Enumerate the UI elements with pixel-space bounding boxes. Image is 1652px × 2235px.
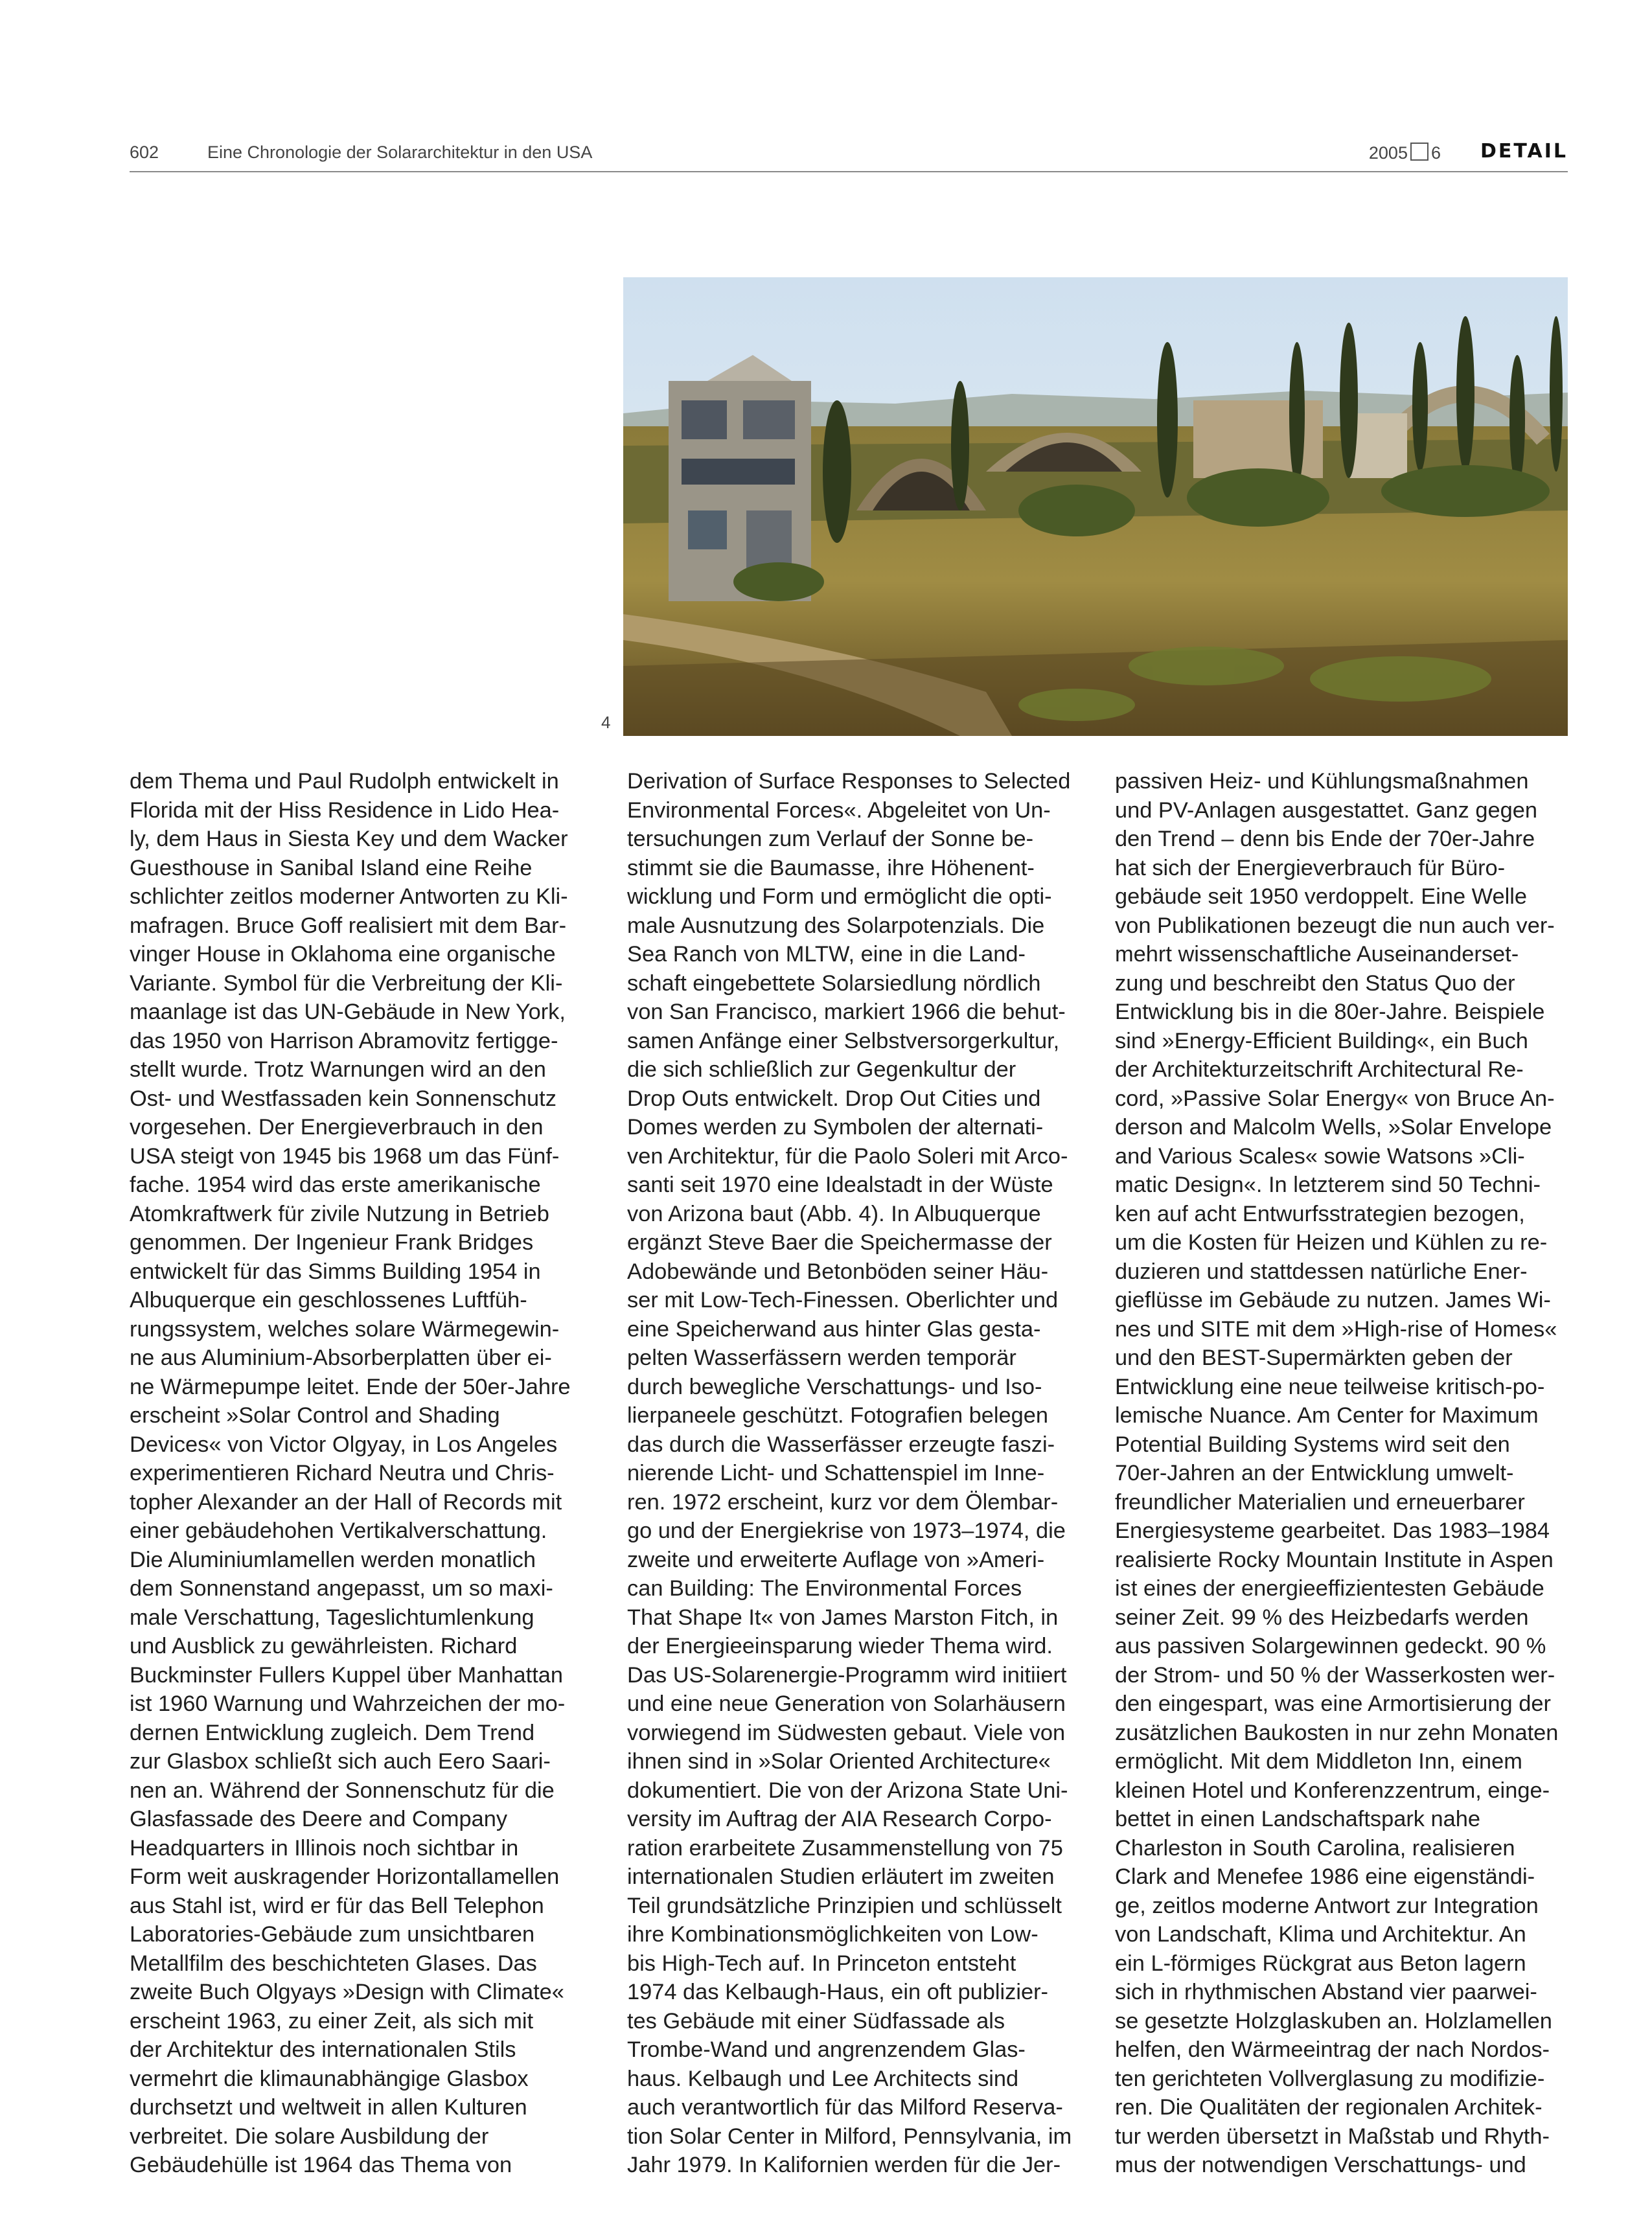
text-line: dokumentiert. Die von der Arizona State Uni- — [627, 1778, 1068, 1803]
text-line: vinger House in Oklahoma eine organische — [130, 942, 556, 967]
text-line: erscheint 1963, zu einer Zeit, als sich mit — [130, 2008, 534, 2034]
issue-label — [1369, 143, 1441, 163]
text-line: samen Anfänge einer Selbstversorgerkultur, — [627, 1028, 1060, 1053]
text-line: den Trend – denn bis Ende der 70er-Jahre — [1115, 827, 1535, 851]
text-line: wicklung und Form und ermöglicht die opti- — [627, 884, 1052, 909]
text-line: der Strom- und 50 % der Wasserkosten wer- — [1115, 1662, 1555, 1688]
text-line: ist 1960 Warnung und Wahrzeichen der mo- — [130, 1691, 566, 1716]
text-line: Energiesysteme gearbeitet. Das 1983–1984 — [1115, 1519, 1550, 1543]
text-line: matic Design«. In letzterem sind 50 Techni- — [1115, 1173, 1541, 1197]
text-line: durchsetzt und weltweit in allen Kulturen — [130, 2095, 527, 2120]
text-line: can Building: The Environmental Forces — [627, 1576, 1022, 1601]
text-line: gebäude seit 1950 verdoppelt. Eine Welle — [1115, 884, 1528, 909]
text-line: male Ausnutzung des Solarpotenzials. Die — [627, 913, 1045, 938]
text-line: santi seit 1970 eine Idealstadt in der Wüste — [627, 1173, 1053, 1197]
text-column-3 — [1115, 767, 1559, 2180]
text-line: ser mit Low-Tech-Finessen. Oberlichter und — [627, 1288, 1059, 1312]
text-line: mafragen. Bruce Goff realisiert mit dem Bar- — [130, 913, 567, 938]
text-line: verbreitet. Die solare Ausbildung der — [130, 2124, 489, 2149]
text-line: das 1950 von Harrison Abramovitz fertigge- — [130, 1028, 558, 1053]
text-line: realisierte Rocky Mountain Institute in Aspen — [1115, 1547, 1554, 1572]
text-line: mehrt wissenschaftliche Auseinanderset- — [1115, 942, 1519, 967]
text-line: genommen. Der Ingenieur Frank Bridges — [130, 1230, 534, 1255]
text-column-2 — [627, 767, 1072, 2180]
photo-arcosanti-icon — [623, 277, 1568, 736]
text-line: von Publikationen bezeugt die nun auch ver- — [1115, 913, 1555, 938]
text-line: haus. Kelbaugh und Lee Architects sind — [627, 2066, 1019, 2091]
text-line: zweite Buch Olgyays »Design with Climate« — [130, 1980, 564, 2004]
text-line: and Various Scales« sowie Watsons »Cli- — [1115, 1143, 1525, 1169]
text-line: Entwicklung eine neue teilweise kritisch-po- — [1115, 1374, 1545, 1399]
text-line: von Arizona baut (Abb. 4). In Albuquerque — [627, 1201, 1041, 1226]
text-line: auch verantwortlich für das Milford Reserva- — [627, 2095, 1063, 2120]
text-line: ein L-förmiges Rückgrat aus Beton lagern — [1115, 1951, 1526, 1976]
text-line: male Verschattung, Tageslichtumlenkung — [130, 1605, 534, 1630]
text-line: dem Thema und Paul Rudolph entwickelt in — [130, 769, 559, 794]
text-line: internationalen Studien erläutert im zweiten — [627, 1864, 1055, 1889]
text-line: entwickelt für das Simms Building 1954 in — [130, 1259, 541, 1284]
text-line: sich in rhythmischen Abstand vier paarwei- — [1115, 1980, 1537, 2004]
text-line: Laboratories-Gebäude zum unsichtbaren — [130, 1922, 535, 1947]
page-header — [130, 137, 1568, 176]
text-line: Das US-Solarenergie-Programm wird initiiert — [627, 1662, 1067, 1688]
text-line: dem Sonnenstand angepasst, um so maxi- — [130, 1576, 553, 1601]
text-line: nierende Licht- und Schattenspiel im Inne- — [627, 1461, 1045, 1485]
text-line: Guesthouse in Sanibal Island eine Reihe — [130, 855, 533, 880]
text-line: Headquarters in Illinois noch sichtbar in — [130, 1835, 519, 1861]
text-line: zweite und erweiterte Auflage von »Ameri- — [627, 1547, 1045, 1572]
text-line: Potential Building Systems wird seit den — [1115, 1432, 1510, 1457]
issue-year: 2005 — [1368, 143, 1408, 163]
text-line: Clark and Menefee 1986 eine eigenständi- — [1115, 1864, 1535, 1889]
text-line: die sich schließlich zur Gegenkultur der — [627, 1057, 1016, 1082]
text-line: versity im Auftrag der AIA Research Corpo- — [627, 1807, 1052, 1831]
text-line: hat sich der Energieverbrauch für Büro- — [1115, 855, 1506, 880]
text-line: schaft eingebettete Solarsiedlung nördlich — [627, 970, 1041, 996]
text-line: vorwiegend im Südwesten gebaut. Viele von — [627, 1720, 1066, 1745]
text-line: zung und beschreibt den Status Quo der — [1115, 970, 1515, 996]
text-line: ren. 1972 erscheint, kurz vor dem Ölembar- — [627, 1489, 1059, 1515]
text-line: rungssystem, welches solare Wärmegewin- — [130, 1316, 560, 1342]
text-line: stellt wurde. Trotz Warnungen wird an den — [130, 1057, 546, 1082]
text-line: tur werden übersetzt in Maßstab und Rhyth- — [1115, 2124, 1550, 2149]
text-line: tion Solar Center in Milford, Pennsylvania, im — [627, 2124, 1072, 2149]
text-line: ven Architektur, für die Paolo Soleri mit Arco- — [627, 1143, 1068, 1169]
text-line: Ost- und Westfassaden kein Sonnenschutz — [130, 1086, 556, 1111]
text-line: Derivation of Surface Responses to Selected — [627, 769, 1071, 794]
text-line: tes Gebäude mit einer Südfassade als — [627, 2008, 1005, 2034]
text-line: Domes werden zu Symbolen der alternati- — [627, 1115, 1044, 1140]
text-line: Trombe-Wand und angrenzendem Glas- — [627, 2037, 1026, 2062]
text-line: und PV-Anlagen ausgestattet. Ganz gegen — [1115, 797, 1537, 823]
text-line: ne Wärmepumpe leitet. Ende der 50er-Jahre — [130, 1374, 571, 1399]
brand-logo: DETAIL — [1480, 140, 1568, 163]
text-line: nes und SITE mit dem »High-rise of Homes« — [1115, 1316, 1557, 1342]
text-line: lemische Nuance. Am Center for Maximum — [1115, 1403, 1539, 1428]
text-line: lierpaneele geschützt. Fotografien belegen — [627, 1403, 1049, 1428]
text-line: cord, »Passive Solar Energy« von Bruce An- — [1115, 1086, 1555, 1111]
text-line: vorgesehen. Der Energieverbrauch in den — [130, 1115, 544, 1140]
header-rule — [130, 171, 1568, 172]
text-line: Entwicklung bis in die 80er-Jahre. Beispiele — [1115, 1000, 1545, 1024]
text-line: zur Glasbox schließt sich auch Eero Saari- — [130, 1749, 551, 1774]
text-line: USA steigt von 1945 bis 1968 um das Fünf- — [130, 1143, 560, 1169]
figure-number: 4 — [601, 713, 611, 732]
text-line: experimentieren Richard Neutra und Chris- — [130, 1461, 555, 1485]
text-line: Adobewände und Betonböden seiner Häu- — [627, 1259, 1049, 1284]
text-line: Glasfassade des Deere and Company — [130, 1807, 508, 1831]
text-line: eine Speicherwand aus hinter Glas gesta- — [627, 1316, 1041, 1342]
text-line: schlichter zeitlos moderner Antworten zu Kli- — [130, 884, 568, 909]
text-line: durch bewegliche Verschattungs- und Iso- — [627, 1374, 1042, 1399]
text-line: der Architektur des internationalen Stils — [130, 2037, 516, 2062]
text-line: von Landschaft, Klima und Architektur. An — [1115, 1922, 1526, 1947]
text-line: Atomkraftwerk für zivile Nutzung in Betrieb — [130, 1201, 549, 1226]
text-line: Buckminster Fullers Kuppel über Manhattan — [130, 1662, 564, 1688]
text-line: 1974 das Kelbaugh-Haus, ein oft publizier- — [627, 1980, 1049, 2004]
text-line: den eingespart, was eine Armortisierung der — [1115, 1691, 1551, 1716]
text-line: dernen Entwicklung zugleich. Dem Trend — [130, 1720, 535, 1745]
text-line: Drop Outs entwickelt. Drop Out Cities und — [627, 1086, 1041, 1111]
text-line: ergänzt Steve Baer die Speichermasse der — [627, 1230, 1052, 1255]
text-line: zusätzlichen Baukosten in nur zehn Monaten — [1115, 1720, 1559, 1745]
text-line: go und der Energiekrise von 1973–1974, die — [627, 1519, 1066, 1543]
text-line: Jahr 1979. In Kalifornien werden für die Jer- — [627, 2153, 1061, 2177]
text-line: Sea Ranch von MLTW, eine in die Land- — [627, 942, 1026, 967]
text-line: stimmt sie die Baumasse, ihre Höhenent- — [627, 855, 1035, 880]
running-title: Eine Chronologie der Solararchitektur in den USA — [207, 143, 593, 162]
text-line: pelten Wasserfässern werden temporär — [627, 1346, 1016, 1370]
text-line: Charleston in South Carolina, realisieren — [1115, 1835, 1515, 1861]
text-line: gieflüsse im Gebäude zu nutzen. James Wi- — [1115, 1288, 1551, 1312]
text-line: vermehrt die klimaunabhängige Glasbox — [130, 2066, 529, 2091]
text-line: aus passiven Solargewinnen gedeckt. 90 % — [1115, 1634, 1546, 1658]
issue-number: 6 — [1430, 143, 1441, 163]
text-line: tersuchungen zum Verlauf der Sonne be- — [627, 827, 1034, 851]
text-line: maanlage ist das UN-Gebäude in New York, — [130, 1000, 566, 1024]
text-line: Devices« von Victor Olgyay, in Los Angeles — [130, 1432, 558, 1457]
text-line: ren. Die Qualitäten der regionalen Architek- — [1115, 2095, 1543, 2120]
text-line: das durch die Wasserfässer erzeugte faszi- — [627, 1432, 1055, 1457]
text-line: mus der notwendigen Verschattungs- und — [1115, 2153, 1526, 2177]
photo-arcosanti — [623, 277, 1568, 736]
text-line: und Ausblick zu gewährleisten. Richard — [130, 1634, 518, 1658]
text-line: Variante. Symbol für die Verbreitung der Kli- — [130, 970, 563, 996]
text-line: von San Francisco, markiert 1966 die behut- — [627, 1000, 1066, 1024]
text-line: Form weit auskragender Horizontallamellen — [130, 1864, 560, 1889]
text-line: ihnen sind in »Solar Oriented Architecture« — [627, 1749, 1051, 1774]
text-line: ly, dem Haus in Siesta Key und dem Wacker — [130, 827, 568, 851]
text-line: Metallfilm des beschichteten Glases. Das — [130, 1951, 537, 1976]
text-line: 70er-Jahren an der Entwicklung umwelt- — [1115, 1461, 1514, 1485]
text-line: ne aus Aluminium-Absorberplatten über ei- — [130, 1346, 552, 1370]
text-line: und eine neue Generation von Solarhäusern — [627, 1691, 1066, 1716]
text-line: der Energieeinsparung wieder Thema wird. — [627, 1634, 1053, 1658]
text-line: ge, zeitlos moderne Antwort zur Integration — [1115, 1893, 1539, 1918]
issue-separator-box — [1410, 143, 1428, 161]
text-line: sind »Energy-Efficient Building«, ein Buch — [1115, 1028, 1528, 1053]
text-line: seiner Zeit. 99 % des Heizbedarfs werden — [1115, 1605, 1529, 1630]
text-line: Environmental Forces«. Abgeleitet von Un- — [627, 797, 1051, 823]
text-line: Teil grundsätzliche Prinzipien und schlüsselt — [627, 1893, 1062, 1918]
text-line: topher Alexander an der Hall of Records mit — [130, 1489, 562, 1515]
text-line: ermöglicht. Mit dem Middleton Inn, einem — [1115, 1749, 1522, 1774]
text-line: kleinen Hotel und Konferenzzentrum, einge- — [1115, 1778, 1550, 1803]
text-column-1 — [130, 767, 571, 2180]
text-line: ration erarbeitete Zusammenstellung von 75 — [627, 1835, 1063, 1861]
text-line: Florida mit der Hiss Residence in Lido Hea- — [130, 797, 560, 823]
text-line: Gebäudehülle ist 1964 das Thema von — [130, 2153, 512, 2177]
text-line: ist eines der energieeffizientesten Gebäude — [1115, 1576, 1544, 1601]
text-line: ken auf acht Entwurfsstrategien bezogen, — [1115, 1201, 1525, 1226]
text-line: freundlicher Materialien und erneuerbarer — [1115, 1489, 1525, 1515]
text-line: duzieren und stattdessen natürliche Ener- — [1115, 1259, 1528, 1284]
text-line: und den BEST-Supermärkten geben der — [1115, 1346, 1513, 1370]
text-line: helfen, den Wärmeeintrag der nach Nordos- — [1115, 2037, 1550, 2062]
page-number: 602 — [130, 143, 159, 162]
text-line: fache. 1954 wird das erste amerikanische — [130, 1173, 541, 1197]
text-line: se gesetzte Holzglaskuben an. Holzlamellen — [1115, 2008, 1552, 2034]
text-line: aus Stahl ist, wird er für das Bell Telephon — [130, 1893, 544, 1918]
text-line: Die Aluminiumlamellen werden monatlich — [130, 1547, 536, 1572]
text-line: ten gerichteten Vollverglasung zu modifizie- — [1115, 2066, 1545, 2091]
text-line: Albuquerque ein geschlossenes Luftfüh- — [130, 1288, 527, 1312]
text-line: derson and Malcolm Wells, »Solar Envelope — [1115, 1115, 1552, 1140]
text-line: ihre Kombinationsmöglichkeiten von Low- — [627, 1922, 1038, 1947]
text-line: erscheint »Solar Control and Shading — [130, 1403, 500, 1428]
text-line: um die Kosten für Heizen und Kühlen zu re- — [1115, 1230, 1548, 1255]
text-line: bettet in einen Landschaftspark nahe — [1115, 1807, 1481, 1831]
text-line: einer gebäudehohen Vertikalverschattung. — [130, 1519, 547, 1543]
text-line: bis High-Tech auf. In Princeton entsteht — [627, 1951, 1016, 1976]
text-line: That Shape It« von James Marston Fitch, in — [627, 1605, 1059, 1630]
text-line: nen an. Während der Sonnenschutz für die — [130, 1778, 555, 1803]
text-line: passiven Heiz- und Kühlungsmaßnahmen — [1115, 769, 1529, 794]
text-line: der Architekturzeitschrift Architectural Re- — [1115, 1057, 1524, 1082]
